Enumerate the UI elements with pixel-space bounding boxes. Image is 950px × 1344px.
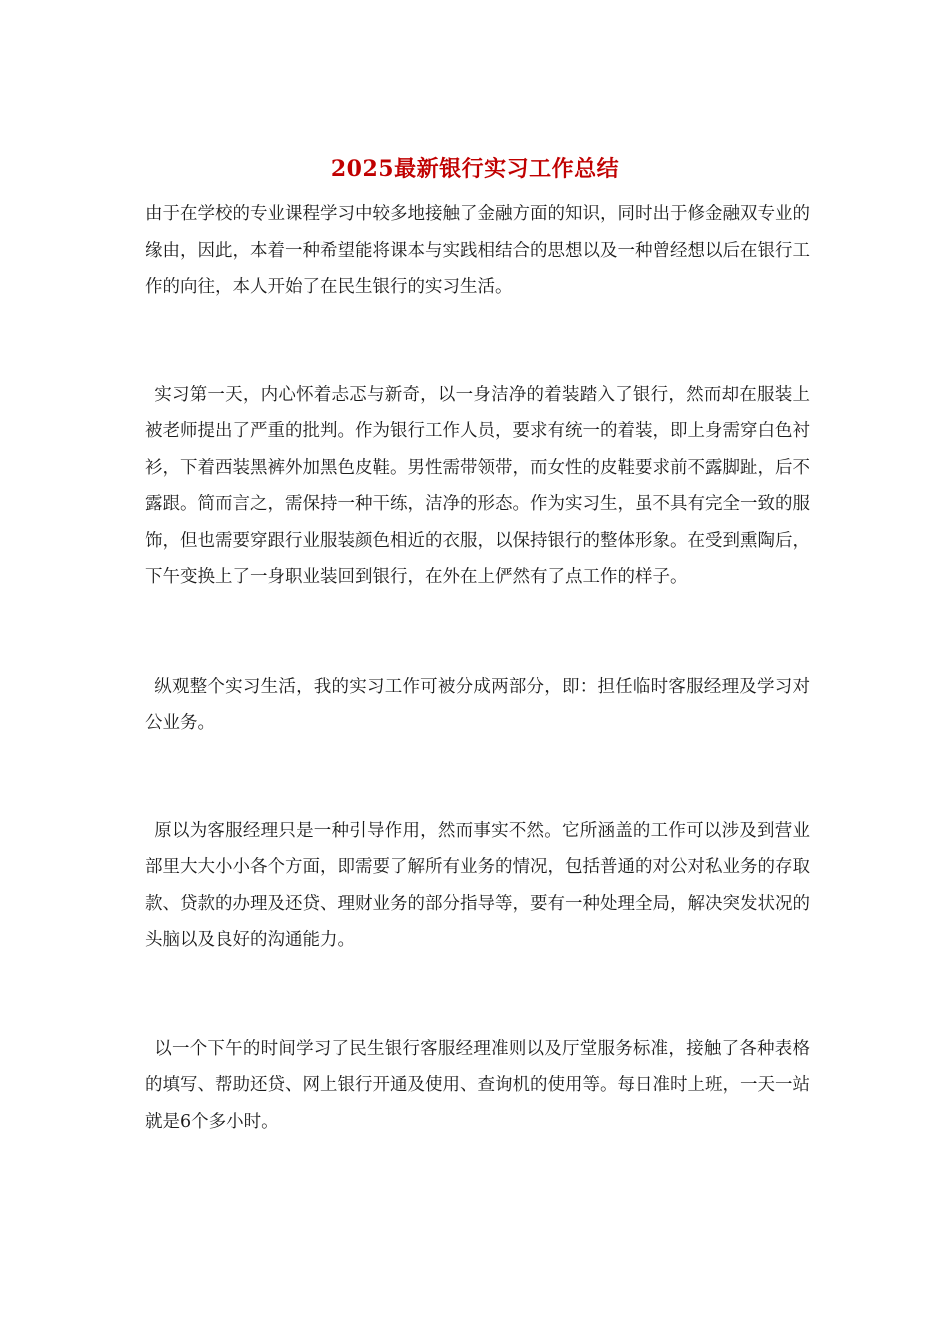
paragraph-4 <box>145 813 810 959</box>
document-title: 2025最新银行实习工作总结 <box>330 156 620 182</box>
document-body <box>145 196 810 1140</box>
paragraph-3-text: 纵观整个实习生活，我的实习工作可被分成两部分，即：担任临时客服经理及学习对公业务。 <box>145 676 810 733</box>
paragraph-3 <box>145 669 810 742</box>
paragraph-1-text: 由于在学校的专业课程学习中较多地接触了金融方面的知识，同时出于修金融双专业的缘由，因此，本着一种希望能将课本与实践相结合的思想以及一种曾经想以后在银行工作的向往，本人开始了在民生银行的实习生活。 <box>145 204 810 297</box>
paragraph-4-text: 原以为客服经理只是一种引导作用，然而事实不然。它所涵盖的工作可以涉及到营业部里大大小小各个方面，即需要了解所有业务的情况，包括普通的对公对私业务的存取款、贷款的办理及还贷、理财业务的部分指导等，要有一种处理全局，解决突发状况的头脑以及良好的沟通能力。 <box>145 820 810 950</box>
paragraph-2 <box>145 377 810 596</box>
paragraph-5-text: 以一个下午的时间学习了民生银行客服经理准则以及厅堂服务标准，接触了各种表格的填写、帮助还贷、网上银行开通及使用、查询机的使用等。每日准时上班，一天一站就是6个多小时。 <box>145 1038 810 1132</box>
paragraph-5 <box>145 1031 810 1141</box>
paragraph-2-text: 实习第一天，内心怀着忐忑与新奇，以一身洁净的着装踏入了银行，然而却在服装上被老师提出了严重的批判。作为银行工作人员，要求有统一的着装，即上身需穿白色衬衫，下着西装黑裤外加黑色皮鞋。男性需带领带，而女性的皮鞋要求前不露脚趾，后不露跟。简而言之，需保持一种干练，洁净的形态。作为实习生，虽不具有完全一致的服饰，但也需要穿跟行业服装颜色相近的衣服，以保持银行的整体形象。在受到熏陶后，下午变换上了一身职业装回到银行，在外在上俨然有了点工作的样子。 <box>145 384 810 587</box>
paragraph-1 <box>145 196 810 306</box>
